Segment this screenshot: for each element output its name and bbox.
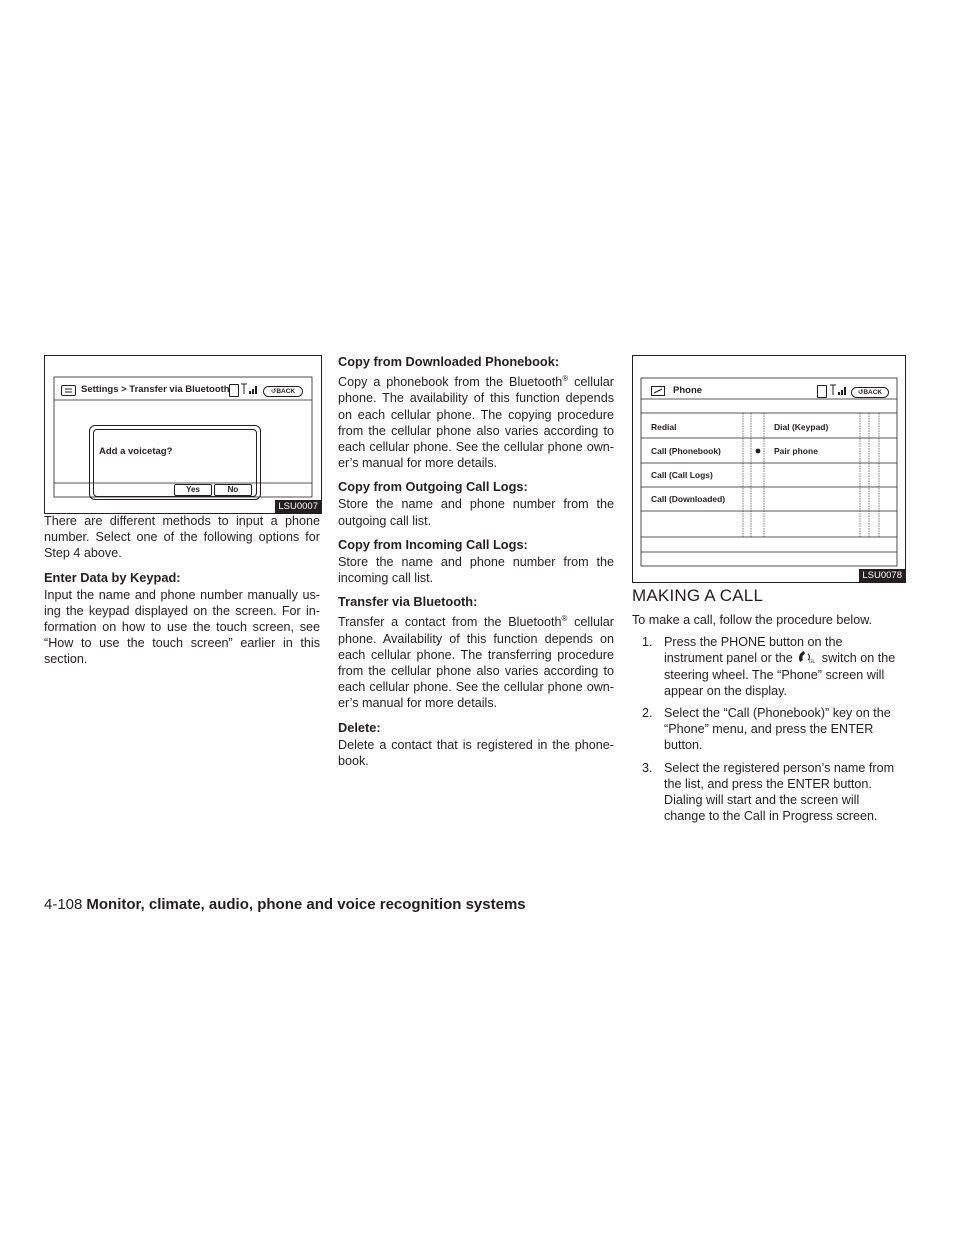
figure-voicetag-screen <box>44 355 322 514</box>
procedure-intro: To make a call, follow the procedure below. <box>632 613 873 627</box>
transfer-heading: Transfer via Bluetooth: <box>338 594 478 610</box>
page-number: 4-108 <box>44 896 83 913</box>
signal-strength-icon <box>829 384 847 396</box>
back-arrow-icon: ↺ <box>270 388 277 395</box>
outgoing-paragraph: Store the name and phone number from the outgoing call list. <box>338 497 614 528</box>
keypad-paragraph: Input the name and phone number manually us- ing the keypad displayed on the screen. For in- formation on how to use the touch screen, see “How to use the touch screen” earlier in this section. <box>44 587 320 667</box>
incoming-heading: Copy from Incoming Call Logs: <box>338 536 528 552</box>
steering-phone-switch-icon <box>796 650 818 664</box>
menu-item-call-logs[interactable]: Call (Call Logs) <box>651 470 713 480</box>
menu-item-redial[interactable]: Redial <box>651 422 677 432</box>
figure-code: LSU0078 <box>859 569 905 582</box>
no-button[interactable]: No <box>214 484 252 496</box>
chapter-title: Monitor, climate, audio, phone and voice recognition systems <box>86 896 526 913</box>
menu-item-pair-phone[interactable]: Pair phone <box>774 446 818 456</box>
column-1 <box>44 513 320 668</box>
step-item: 2. Select the “Call (Phonebook)” key on the “Phone” menu, and press the ENTER button. <box>642 706 891 753</box>
outgoing-heading: Copy from Outgoing Call Logs: <box>338 479 528 495</box>
dialog-message: Add a voicetag? <box>99 446 173 457</box>
figure-code: LSU0007 <box>275 500 321 513</box>
signal-strength-icon <box>240 383 258 395</box>
column-2 <box>338 354 614 769</box>
menu-item-call-downloaded[interactable]: Call (Downloaded) <box>651 494 726 504</box>
delete-heading: Delete: <box>338 719 381 735</box>
transfer-paragraph: Transfer a contact from the Bluetooth® cellular phone. Availability of this function depends on each cellular phone. The transferring procedure from the cellular phone also varies according to each cellular phone. See the cellular phone own- er’s manual for more details. <box>338 614 614 711</box>
keypad-heading: Enter Data by Keypad: <box>44 569 181 585</box>
step-item: 3. Select the registered person’s name from the list, and press the ENTER button. Dialing will start and the screen will change to the Call in Progress screen. <box>642 760 895 824</box>
phone-status-icon <box>817 385 827 398</box>
menu-item-call-phonebook[interactable]: Call (Phonebook) <box>651 446 721 456</box>
delete-paragraph: Delete a contact that is registered in the phone- book. <box>338 737 614 768</box>
svg-text:TEL: TEL <box>808 659 816 665</box>
downloaded-heading: Copy from Downloaded Phonebook: <box>338 354 560 369</box>
phone-menu-icon <box>651 386 665 396</box>
registered-mark: ® <box>561 614 568 624</box>
step-item: 1. Press the PHONE button on the instrument panel or the TEL switch on the steering wheel. The “Phone” screen will appear on the display. <box>642 635 896 698</box>
phone-status-icon <box>229 384 239 397</box>
section-heading: MAKING A CALL <box>632 586 764 605</box>
incoming-paragraph: Store the name and phone number from the incoming call list. <box>338 554 614 586</box>
figure-phone-menu-screen <box>632 355 906 583</box>
settings-icon <box>61 385 76 396</box>
back-button[interactable]: ↺BACK <box>263 386 303 397</box>
downloaded-paragraph: Copy a phonebook from the Bluetooth® cellular phone. The availability of this function depends on each cellular phone. The copying procedure from the cellular phone also varies according to each cellular phone. See the cellular phone own- er’s manual for more details. <box>338 374 614 471</box>
back-button[interactable]: ↺BACK <box>851 387 889 398</box>
page-footer <box>44 896 526 913</box>
breadcrumb: Settings > Transfer via Bluetooth <box>81 384 230 395</box>
back-arrow-icon: ↺ <box>857 389 864 396</box>
column-3 <box>632 576 904 830</box>
menu-item-dial-keypad[interactable]: Dial (Keypad) <box>774 422 829 432</box>
yes-button[interactable]: Yes <box>174 484 212 496</box>
intro-paragraph: There are different methods to input a phone number. Select one of the following options for Step 4 above. <box>44 514 320 561</box>
procedure-steps <box>632 634 904 824</box>
screen-title: Phone <box>673 385 703 396</box>
registered-mark: ® <box>562 374 569 383</box>
